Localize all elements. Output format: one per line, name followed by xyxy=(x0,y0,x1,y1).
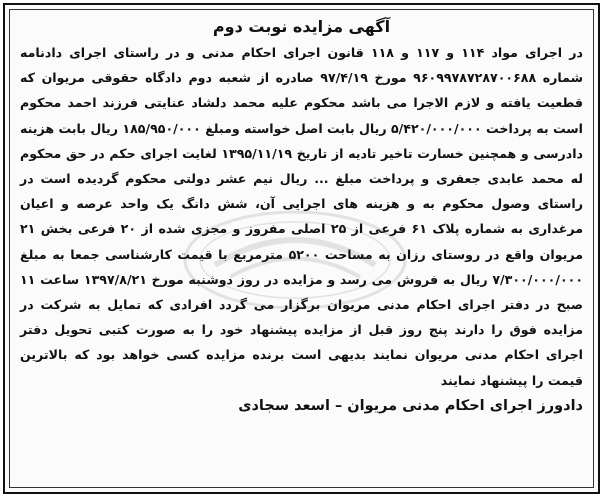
notice-signature: دادورز اجرای احکام مدنی مریوان – اسعد سجادی xyxy=(238,397,583,414)
notice-frame xyxy=(3,3,600,494)
notice-text: در اجرای مواد ۱۱۴ و ۱۱۷ و ۱۱۸ قانون اجرای احکام مدنی و در راستای اجرای دادنامه شماره ۹۶۰۹۹۷۸۷۲۸۷۰۰۶۸۸ مورخ ۹۷/۴/۱۹ صادره از شعبه دوم دادگاه حقوقی مریوان که قطعیت یافته و لازم الاجرا می باشد محکوم علیه محمد دلشاد عنایتی فرزند احمد محکوم است به پرداخت ۵/۴۲۰/۰۰۰/۰۰۰ ریال بابت اصل خواسته ومبلغ ۱۸۵/۹۵۰/۰۰۰ ریال بابت هزینه دادرسی و همچنین خسارت تاخیر تادیه از تاریخ ۱۳۹۵/۱۱/۱۹ لغایت اجرای حکم در حق محکوم له محمد عابدی جعفری و پرداخت مبلغ ... ریال نیم عشر دولتی محکوم گردیده است در راستای وصول محکوم به و هزینه های اجرایی آن، شش دانگ یک واحد عرصه و اعیان مرغداری به شماره پلاک ۶۱ فرعی از ۲۵ اصلی مفروز و مجزی شده از ۲۰ فرعی بخش ۲۱ مریوان واقع در روستای رزان به مساحت ۵۲۰۰ مترمربع با قیمت کارشناسی جمعا به مبلغ ۷/۳۰۰/۰۰۰/۰۰۰ ریال به فروش می رسد و مزایده در روز دوشنبه مورخ ۱۳۹۷/۸/۲۱ ساعت ۱۱ صبح در دفتر اجرای احکام مدنی مریوان برگزار می گردد افرادی که تمایل به شرکت در مزایده فوق را دارند پنج روز قبل از مزایده پیشنهاد خود را به صورت کتبی تحویل دفتر اجرای احکام مدنی مریوان نمایند بدیهی است برنده مزایده کسی خواهد بود که بالاترین قیمت را پیشنهاد نمایند xyxy=(20,45,584,388)
notice-title: آگهی مزایده نوبت دوم xyxy=(212,17,391,36)
notice-body xyxy=(9,9,594,488)
